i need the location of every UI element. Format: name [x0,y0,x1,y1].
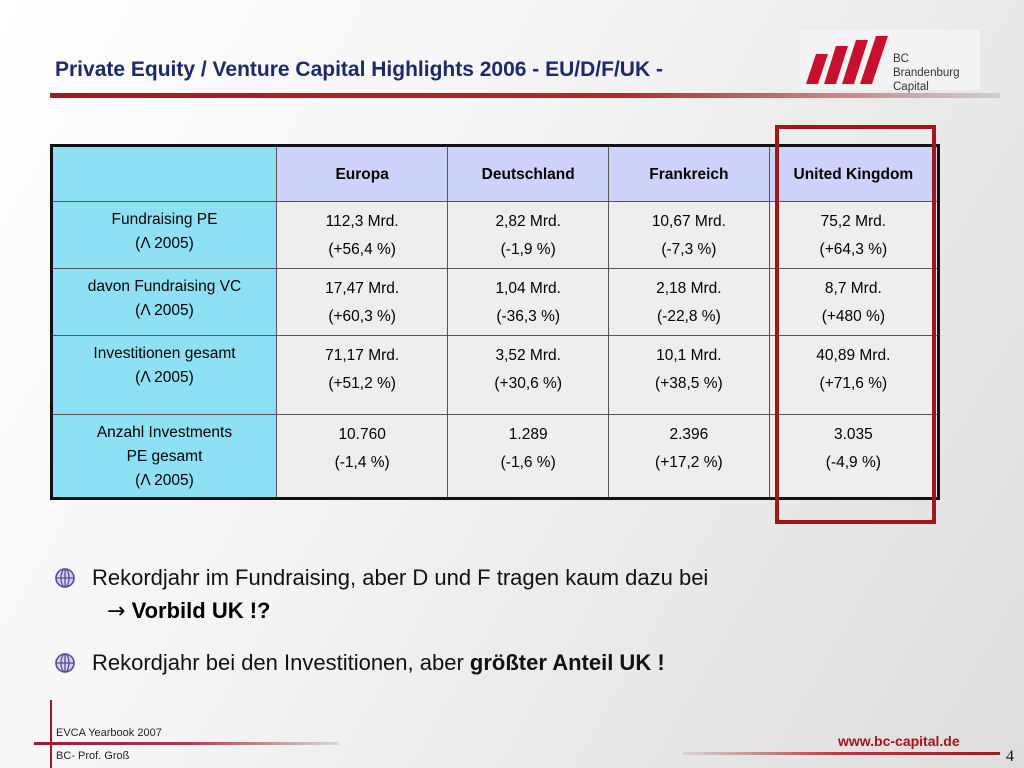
cell-value: 1,04 Mrd. [495,280,561,297]
footer-author: BC- Prof. Groß [56,750,130,762]
cell-value: 10,67 Mrd. [651,213,726,230]
title-underline [50,93,1000,98]
cell-change: (+30,6 %) [494,375,562,392]
header-deutschland: Deutschland [448,146,609,202]
cell-value: 3.035 [833,426,873,443]
cell-change: (-7,3 %) [661,241,717,258]
header-europa: Europa [276,146,447,202]
footer-source: EVCA Yearbook 2007 [56,727,162,739]
cell-value: 2,18 Mrd. [656,280,722,297]
row-label-sub: (Λ 2005) [135,235,194,252]
header-united-kingdom: United Kingdom [769,146,938,202]
cell-value: 75,2 Mrd. [820,213,887,230]
table-cell [609,269,770,336]
footer-left-rule [34,742,339,745]
table-cell [448,415,609,499]
row-label-sub: (Λ 2005) [135,472,194,489]
slide-title: Private Equity / Venture Capital Highlights 2006 - EU/D/F/UK - [55,58,663,81]
table-cell [276,269,447,336]
row-label-text: Investitionen gesamt [93,345,236,362]
row-label-sub: (Λ 2005) [135,369,194,386]
globe-bullet-icon [54,567,76,595]
table-cell [448,269,609,336]
table-cell [448,202,609,269]
cell-change: (-1,4 %) [334,454,390,471]
globe-bullet-icon [54,652,76,680]
cell-change: (+64,3 %) [819,241,888,258]
table-cell [609,336,770,415]
arrow-right-icon: → [107,599,126,624]
cell-change: (-22,8 %) [657,308,721,325]
row-label-sub: (Λ 2005) [135,302,194,319]
table-cell [609,202,770,269]
cell-change: (+71,6 %) [819,375,888,392]
cell-change: (+38,5 %) [655,375,723,392]
cell-value: 2,82 Mrd. [495,213,561,230]
cell-value: 40,89 Mrd. [816,347,891,364]
page-number: 4 [1006,748,1014,765]
cell-value: 3,52 Mrd. [495,347,561,364]
row-label-text: davon Fundraising VC [87,278,242,295]
cell-change: (+56,4 %) [328,241,396,258]
cell-change: (-1,9 %) [500,241,556,258]
table-cell [276,336,447,415]
row-label [52,202,277,269]
logo-line-2: Brandenburg Capital [893,67,960,93]
cell-value: 112,3 Mrd. [325,213,399,230]
bullet-2-emphasis: größter Anteil UK ! [469,650,665,675]
cell-value: 10.760 [338,426,386,443]
table-cell [276,415,447,499]
cell-value: 17,47 Mrd. [325,280,400,297]
table-cell [609,415,770,499]
footer-website-link[interactable]: www.bc-capital.de [838,733,960,749]
row-label [52,269,277,336]
header-corner [52,146,277,202]
cell-change: (-36,3 %) [496,308,561,325]
logo-text [893,52,980,94]
bullet-2-text-wrap [92,650,665,676]
bullet-1-emphasis: Vorbild UK !? [131,598,271,623]
cell-change: (+51,2 %) [328,375,396,392]
cell-value: 8,7 Mrd. [824,280,882,297]
cell-change: (+60,3 %) [328,308,396,325]
bullet-1-text: Rekordjahr im Fundraising, aber D und F tragen kaum dazu bei [92,565,709,590]
cell-change: (+480 %) [821,308,886,325]
row-label-text: Anzahl Investments PE gesamt [96,424,233,465]
bullet-2-text: Rekordjahr bei den Investitionen, aber [92,650,470,675]
row-label-text: Fundraising PE [111,211,218,228]
footer-right-rule [682,752,1000,755]
logo-line-1: BC [893,53,909,65]
uk-highlight-frame [775,125,936,524]
cell-value: 2.396 [669,426,709,443]
cell-change: (-1,6 %) [500,454,556,471]
table-cell [448,336,609,415]
bc-logo [800,30,980,93]
cell-value: 71,17 Mrd. [325,347,400,364]
cell-value: 10,1 Mrd. [656,347,722,364]
footer-vertical-rule [50,700,52,768]
cell-change: (+17,2 %) [655,454,723,471]
cell-value: 1.289 [508,426,548,443]
row-label [52,336,277,415]
row-label [52,415,277,499]
header-frankreich: Frankreich [609,146,770,202]
table-cell [276,202,447,269]
cell-change: (-4,9 %) [825,454,881,471]
bullet-1-continuation [107,598,270,624]
logo-stripes-icon [804,34,894,86]
